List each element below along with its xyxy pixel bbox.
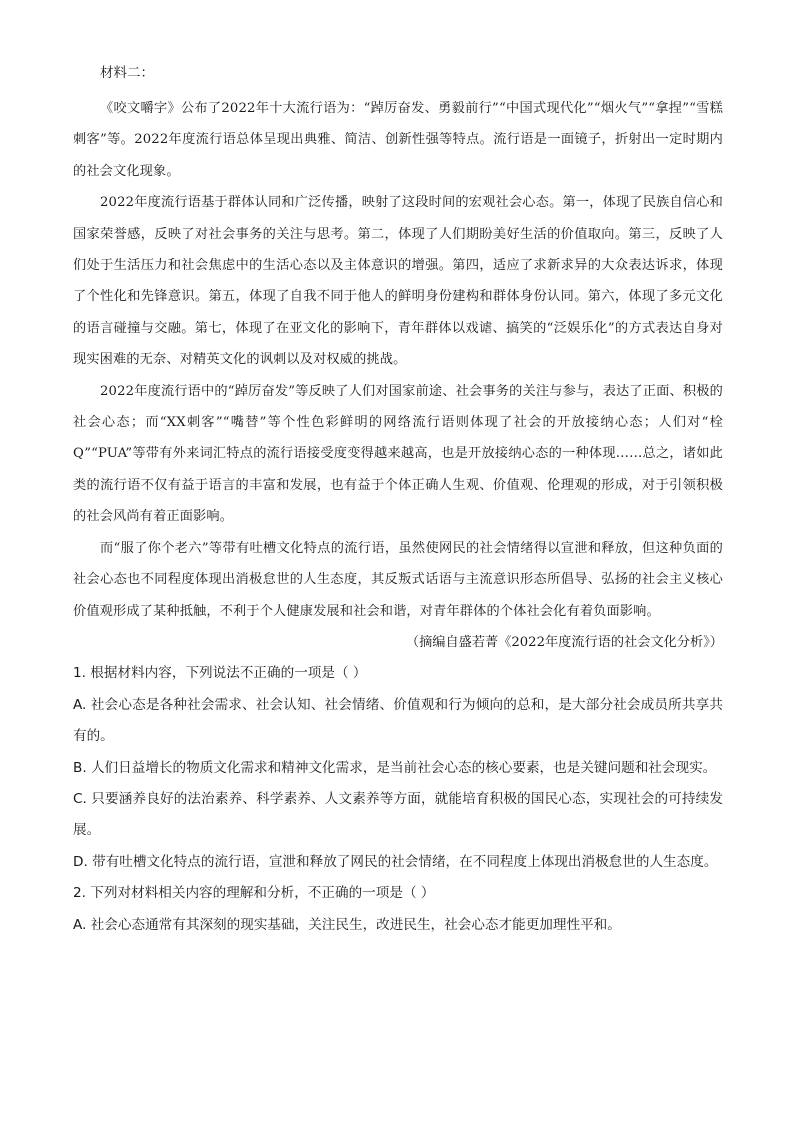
material-paragraph-1: 《咬文嚼字》公布了2022年十大流行语为：“踔厉奋发、勇毅前行”“中国式现代化”“烟火气”“拿捏”“雪糕刺客”等。2022年度流行语总体呈现出典雅、简洁、创新性强等特点。流行语是一面镜子，折射出一定时期内的社会文化现象。	[73, 101, 723, 179]
material-source: （摘编自盛若菁《2022年度流行语的社会文化分析》）	[405, 634, 723, 650]
question-stem: 2. 下列对材料相关内容的理解和分析，不正确的一项是（ ）	[73, 885, 435, 902]
option-d: D. 带有吐槽文化特点的流行语，宣泄和释放了网民的社会情绪，在不同程度上体现出消极怠世的人生态度。	[73, 853, 718, 870]
material-paragraph-2: 2022年度流行语基于群体认同和广泛传播，映射了这段时间的宏观社会心态。第一，体现了民族自信心和国家荣誉感，反映了对社会事务的关注与思考。第二，体现了人们期盼美好生活的价值取向。第三，反映了人们处于生活压力和社会焦虑中的生活心态以及主体意识的增强。第四，适应了求新求异的大众表达诉求，体现了个性化和先锋意识。第五，体现了自我不同于他人的鲜明身份建构和群体身份认同。第六，体现了多元文化的语言碰撞与交融。第七，体现了在亚文化的影响下，青年群体以戏谑、搞笑的“泛娱乐化”的方式表达自身对现实困难的无奈、对精英文化的讽刺以及对权威的挑战。	[73, 195, 723, 368]
question-1	[73, 658, 723, 878]
question-2	[73, 878, 723, 941]
option-c: C. 只要涵养良好的法治素养、科学素养、人文素养等方面，就能培育积极的国民心态，实现社会的可持续发展。	[73, 790, 723, 839]
material-title: 材料二：	[100, 65, 154, 81]
option-b: B. 人们日益增长的物质文化需求和精神文化需求，是当前社会心态的核心要素，也是关键问题和社会现实。	[73, 759, 717, 776]
option-a: A. 社会心态通常有其深刻的现实基础，关注民生，改进民生，社会心态才能更加理性平和。	[73, 916, 621, 933]
exam-page	[73, 62, 723, 941]
material-paragraph-4: 而“服了你个老六”等带有吐槽文化特点的流行语，虽然使网民的社会情绪得以宣泄和释放，但这种负面的社会心态也不同程度体现出消极怠世的人生态度，其反叛式话语与主流意识形态所倡导、弘扬的社会主义核心价值观形成了某种抵触，不利于个人健康发展和社会和谐，对青年群体的个体社会化有着负面影响。	[73, 540, 723, 619]
material-paragraph-3: 2022年度流行语中的“踔厉奋发”等反映了人们对国家前途、社会事务的关注与参与，表达了正面、积极的社会心态；而“XX刺客”“嘴替”等个性色彩鲜明的网络流行语则体现了社会的开放接纳心态；人们对“栓Q”“PUA”等带有外来词汇特点的流行语接受度变得越来越高，也是开放接纳心态的一种体现……总之，诸如此类的流行语不仅有益于语言的丰富和发展，也有益于个体正确人生观、价值观、伦理观的形成，对于引领积极的社会风尚有着正面影响。	[73, 383, 723, 525]
option-a: A. 社会心态是各种社会需求、社会认知、社会情绪、价值观和行为倾向的总和，是大部分社会成员所共享共有的。	[73, 696, 723, 745]
question-stem: 1. 根据材料内容，下列说法不正确的一项是（ ）	[73, 665, 367, 682]
